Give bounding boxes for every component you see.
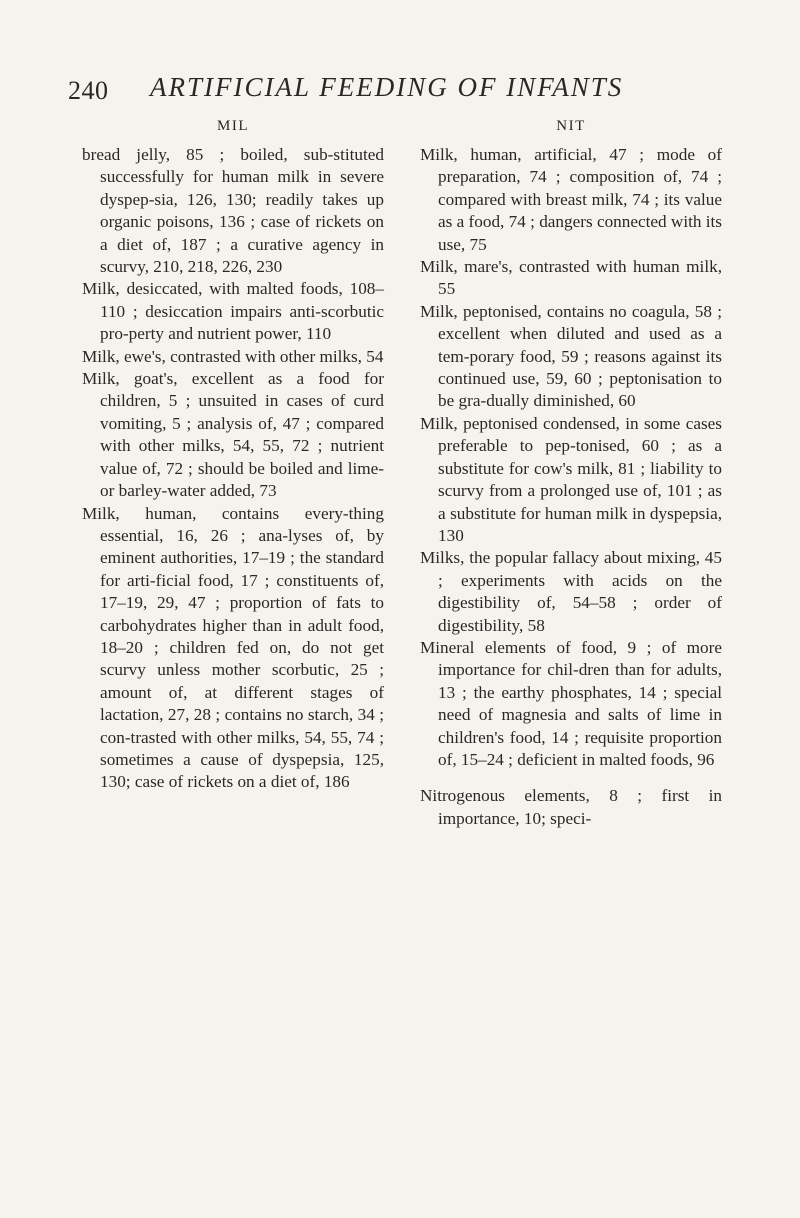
index-entry: Nitrogenous elements, 8 ; first in importance, 10; speci-: [420, 786, 722, 828]
running-title: ARTIFICIAL FEEDING OF INFANTS: [150, 72, 624, 102]
page-number: 240: [68, 76, 109, 105]
index-entry: Milk, desiccated, with malted foods, 108–110 ; desiccation impairs anti-scorbutic pro-perty and nutrient power, 110: [82, 279, 384, 344]
index-entry: Milks, the popular fallacy about mixing, 45 ; experiments with acids on the digestibility of, 54–58 ; order of digestibility, 58: [420, 548, 722, 635]
index-entry: Milk, peptonised, contains no coagula, 58 ; excellent when diluted and used as a tem-porary food, 59 ; reasons against its continued use, 59, 60 ; peptonisation to be gra-dually diminished, 60: [420, 301, 722, 411]
index-entry: Mineral elements of food, 9 ; of more importance for chil-dren than for adults, 13 ; the earthy phosphates, 14 ; special need of magnesia and salts of lime in children's food, 14 ; requisite proportion of, 15–24 ; deficient in malted foods, 96: [420, 637, 722, 769]
column-guide-word: NIT: [556, 118, 586, 134]
index-entry: Milk, goat's, excellent as a food for children, 5 ; unsuited in cases of curd vomiting, 5 ; analysis of, 47 ; compared with other milks, 54, 55, 72 ; nutrient value of, 72 ; should be boiled and lime- or barley-water added, 73: [82, 369, 384, 501]
index-entry: Milk, mare's, contrasted with human milk, 55: [420, 257, 722, 299]
index-entry: bread jelly, 85 ; boiled, sub-stituted successfully for human milk in severe dyspep-sia, 126, 130; readily takes up organic poisons, 136 ; case of rickets on a diet of, 187 ; a curative agency in scurvy, 210, 218, 226, 230: [82, 145, 384, 277]
index-column-left: [82, 118, 384, 794]
index-column-right: [420, 118, 722, 830]
index-entry: Milk, ewe's, contrasted with other milks, 54: [82, 346, 384, 366]
index-entry: Milk, human, artificial, 47 ; mode of preparation, 74 ; composition of, 74 ; compared with breast milk, 74 ; its value as a food, 74 ; dangers connected with its use, 75: [420, 145, 722, 254]
index-entry: Milk, human, contains every-thing essential, 16, 26 ; ana-lyses of, by eminent authorities, 17–19 ; the standard for arti-ficial food, 17 ; constituents of, 17–19, 29, 47 ; proportion of fats to carbohydrates higher than in adult food, 18–20 ; children fed on, do not get scurvy unless mother scorbutic, 25 ; amount of, at different stages of lactation, 27, 28 ; contains no starch, 34 ; con-trasted with other milks, 54, 55, 74 ; sometimes a cause of dyspepsia, 125, 130; case of rickets on a diet of, 186: [82, 503, 384, 792]
index-entry: Milk, peptonised condensed, in some cases preferable to pep-tonised, 60 ; as a substitute for cow's milk, 81 ; liability to scurvy from a prolonged use of, 101 ; as a substitute for human milk in dyspepsia, 130: [420, 413, 722, 545]
column-guide-word: MIL: [217, 118, 249, 134]
